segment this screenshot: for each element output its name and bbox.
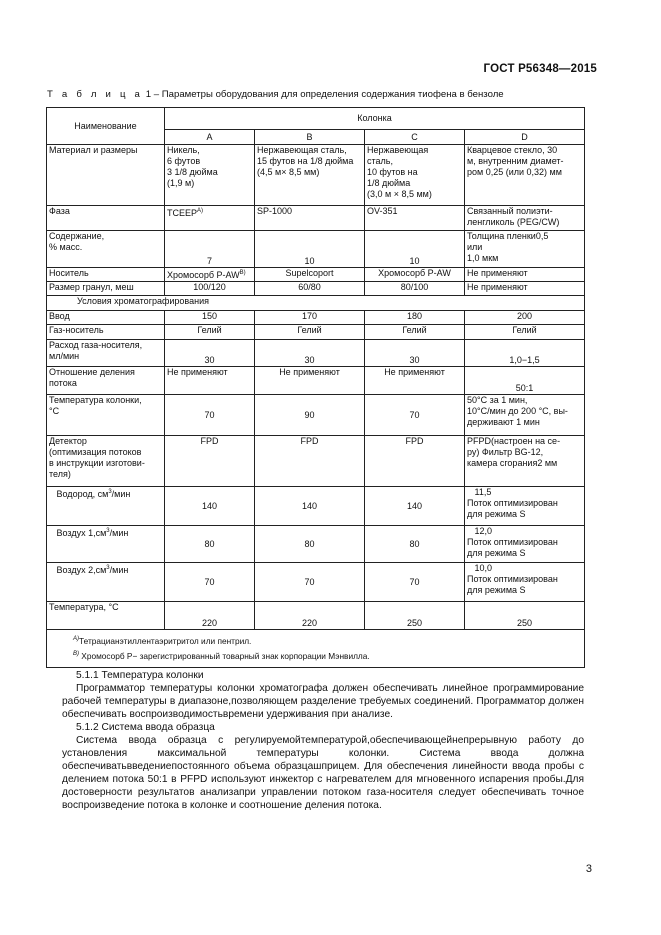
cell-air1-d [465, 526, 585, 563]
cell-mesh-d: Не применяют [465, 282, 585, 296]
air2-label-unit: /мин [109, 565, 129, 575]
row-label-content: Содержание, % масс. [47, 231, 165, 268]
cell-detector-temp-c: 250 [365, 602, 465, 630]
cell-detector-c: FPD [365, 436, 465, 487]
row-label-gas: Газ-носитель [47, 325, 165, 340]
hydrogen-label-unit: /мин [111, 489, 131, 499]
table-row [47, 563, 585, 602]
cell-air1-b: 80 [255, 526, 365, 563]
row-label-detector-temp: Температура, °С [47, 602, 165, 630]
row-label-split: Отношение деления потока [47, 367, 165, 395]
body-text [62, 669, 584, 812]
cell-carrier-a [165, 268, 255, 282]
cell-temp-b: 90 [255, 395, 365, 436]
cell-hydrogen-b: 140 [255, 487, 365, 526]
caption-number: 1 [143, 89, 152, 100]
cell-air2-a: 70 [165, 563, 255, 602]
header-name: Наименование [47, 108, 165, 145]
table-row [47, 436, 585, 487]
table-row [47, 231, 585, 268]
cell-split-c: Не применяют [365, 367, 465, 395]
air1-d-value: 12,0 [467, 526, 493, 536]
row-label-temp: Температура колонки, °С [47, 395, 165, 436]
cell-mesh-b: 60/80 [255, 282, 365, 296]
table-row [47, 296, 585, 311]
cell-content-d: Толщина пленки0,5 или 1,0 мкм [465, 231, 585, 268]
hydrogen-unit-power: 3 [108, 489, 112, 495]
table-row [47, 325, 585, 340]
table-caption [47, 89, 504, 100]
phase-a-value: TCEEP [167, 208, 198, 218]
air2-label: Воздух 2,см [49, 565, 107, 575]
cell-detector-temp-a: 220 [165, 602, 255, 630]
row-label-detector: Детектор (оптимизация потоков в инструкции изготови- теля) [47, 436, 165, 487]
cell-split-b: Не применяют [255, 367, 365, 395]
paragraph-5-1-2: Система ввода образца с регулируемойтемпературой,обеспечивающейнепрерывную работу до установления максимальной температуры колонки. Система ввода должна обеспечиватьвведениепостоянного объема образцашприцем. Для обеспечения линейности ввода пробы с делением потока 50:1 в PFPD используют инжектор с нагревателем для мгновенного испарения пробы.Для достоверности результатов анализапри управлении потоком газа-носителя следует обеспечивать точное воспроизведение потока в колонке и соотношение деления потока. [62, 735, 584, 811]
table-row [47, 206, 585, 231]
cell-phase-b: SP-1000 [255, 206, 365, 231]
cell-content-b: 10 [255, 231, 365, 268]
footnote-a [73, 633, 580, 648]
cell-mesh-c: 80/100 [365, 282, 465, 296]
cell-mesh-a: 100/120 [165, 282, 255, 296]
cell-carrier-c: Хромосорб P-AW [365, 268, 465, 282]
cell-detector-temp-d: 250 [465, 602, 585, 630]
cell-hydrogen-d [465, 487, 585, 526]
cell-material-d: Кварцевое стекло, 30 м, внутренним диамет- ром 0,25 (или 0,32) мм [465, 145, 585, 206]
footnote-a-text: Тетрацианэтиллентаэритритол или пентрил. [79, 635, 252, 646]
cell-air2-d [465, 563, 585, 602]
cell-inlet-b: 170 [255, 311, 365, 325]
cell-gas-d: Гелий [465, 325, 585, 340]
table-row [47, 282, 585, 296]
footnote-a-mark: A) [73, 636, 79, 642]
row-label-mesh: Размер гранул, меш [47, 282, 165, 296]
table-row [47, 311, 585, 325]
header-col-a: A [165, 130, 255, 145]
air2-d-value: 10,0 [467, 563, 493, 573]
cell-detector-b: FPD [255, 436, 365, 487]
footnotes-cell [47, 630, 585, 668]
cell-flow-b: 30 [255, 340, 365, 367]
cell-temp-d: 50°С за 1 мин, 10°С/мин до 200 °С, вы- держивают 1 мин [465, 395, 585, 436]
air2-unit-power: 3 [106, 565, 110, 571]
cell-carrier-d: Не применяют [465, 268, 585, 282]
header-col-c: C [365, 130, 465, 145]
cell-detector-temp-b: 220 [255, 602, 365, 630]
cell-phase-a [165, 206, 255, 231]
table-footnotes [47, 630, 585, 668]
table-row [47, 145, 585, 206]
row-label-inlet: Ввод [47, 311, 165, 325]
cell-phase-c: OV-351 [365, 206, 465, 231]
cell-detector-a: FPD [165, 436, 255, 487]
document-standard-header: ГОСТ Р56348—2015 [483, 63, 597, 75]
paragraph-5-1-1: Программатор температуры колонки хроматографа должен обеспечивать линейное программирование рабочей температуры в диапазоне,позволяющем разделение требуемых соединений. Программатор должен обеспечивать воспроизводимостьвремени удерживания при анализе. [62, 683, 584, 720]
hydrogen-d-value: 11,5 [467, 487, 492, 497]
cell-split-a: Не применяют [165, 367, 255, 395]
air1-d-note: Поток оптимизирован для режима S [467, 537, 558, 558]
cell-carrier-b: Supelcoport [255, 268, 365, 282]
footnote-b-mark: B) [73, 650, 79, 657]
header-column-group: Колонка [165, 108, 585, 130]
table-row [47, 340, 585, 367]
hydrogen-d-note: Поток оптимизирован для режима S [467, 498, 558, 519]
row-label-carrier: Носитель [47, 268, 165, 282]
cell-content-a: 7 [165, 231, 255, 268]
cell-hydrogen-a: 140 [165, 487, 255, 526]
cell-inlet-a: 150 [165, 311, 255, 325]
conditions-section-heading: Условия хроматографирования [47, 296, 585, 311]
equipment-parameters-table [46, 107, 585, 668]
table-row [47, 526, 585, 563]
cell-detector-d: PFPD(настроен на се- ру) Фильтр BG-12, камера сгорания2 мм [465, 436, 585, 487]
cell-flow-c: 30 [365, 340, 465, 367]
carrier-a-value: Хромосорб P-AW [167, 270, 240, 280]
section-heading-5-1-2: 5.1.2 Система ввода образца [76, 722, 215, 733]
header-col-d: D [465, 130, 585, 145]
air1-label: Воздух 1,см [49, 528, 107, 538]
air1-unit-power: 3 [106, 528, 110, 534]
cell-material-c: Нержавеющая сталь, 10 футов на 1/8 дюйма (3,0 м × 8,5 мм) [365, 145, 465, 206]
row-label-hydrogen [47, 487, 165, 526]
page-number: 3 [585, 863, 592, 875]
section-heading-5-1-1: 5.1.1 Температура колонки [76, 670, 204, 681]
cell-split-d: 50:1 [465, 367, 585, 395]
table-row [47, 602, 585, 630]
row-label-phase: Фаза [47, 206, 165, 231]
table-row [47, 487, 585, 526]
air1-label-unit: /мин [109, 528, 129, 538]
table-row [47, 395, 585, 436]
cell-content-c: 10 [365, 231, 465, 268]
cell-temp-a: 70 [165, 395, 255, 436]
cell-air1-c: 80 [365, 526, 465, 563]
cell-air2-b: 70 [255, 563, 365, 602]
cell-flow-a: 30 [165, 340, 255, 367]
cell-gas-c: Гелий [365, 325, 465, 340]
caption-text: – Параметры оборудования для определения содержания тиофена в бензоле [151, 89, 504, 100]
cell-inlet-c: 180 [365, 311, 465, 325]
cell-material-a: Никель, 6 футов 3 1/8 дюйма (1,9 м) [165, 145, 255, 206]
cell-hydrogen-c: 140 [365, 487, 465, 526]
row-label-material: Материал и размеры [47, 145, 165, 206]
cell-material-b: Нержавеющая сталь, 15 футов на 1/8 дюйма (4,5 м× 8,5 мм) [255, 145, 365, 206]
header-col-b: B [255, 130, 365, 145]
row-label-flow: Расход газа-носителя, мл/мин [47, 340, 165, 367]
hydrogen-label: Водород, см [49, 489, 109, 499]
footnote-b [73, 648, 580, 663]
cell-gas-b: Гелий [255, 325, 365, 340]
caption-prefix: Т а б л и ц а [47, 89, 144, 100]
cell-air1-a: 80 [165, 526, 255, 563]
footnote-b-text: Хромосорб Р− зарегистрированный товарный знак корпорации Мэнвилла. [79, 650, 370, 661]
cell-phase-d: Связанный полиэти- ленгликоль (PEG/CW) [465, 206, 585, 231]
table-row [47, 367, 585, 395]
row-label-air1 [47, 526, 165, 563]
table-row [47, 268, 585, 282]
row-label-air2 [47, 563, 165, 602]
air2-d-note: Поток оптимизирован для режима S [467, 574, 558, 595]
footnote-mark-b: B) [239, 270, 246, 276]
cell-gas-a: Гелий [165, 325, 255, 340]
cell-flow-d: 1,0−1,5 [465, 340, 585, 367]
cell-inlet-d: 200 [465, 311, 585, 325]
cell-temp-c: 70 [365, 395, 465, 436]
footnote-mark-a: A) [197, 208, 204, 214]
cell-air2-c: 70 [365, 563, 465, 602]
